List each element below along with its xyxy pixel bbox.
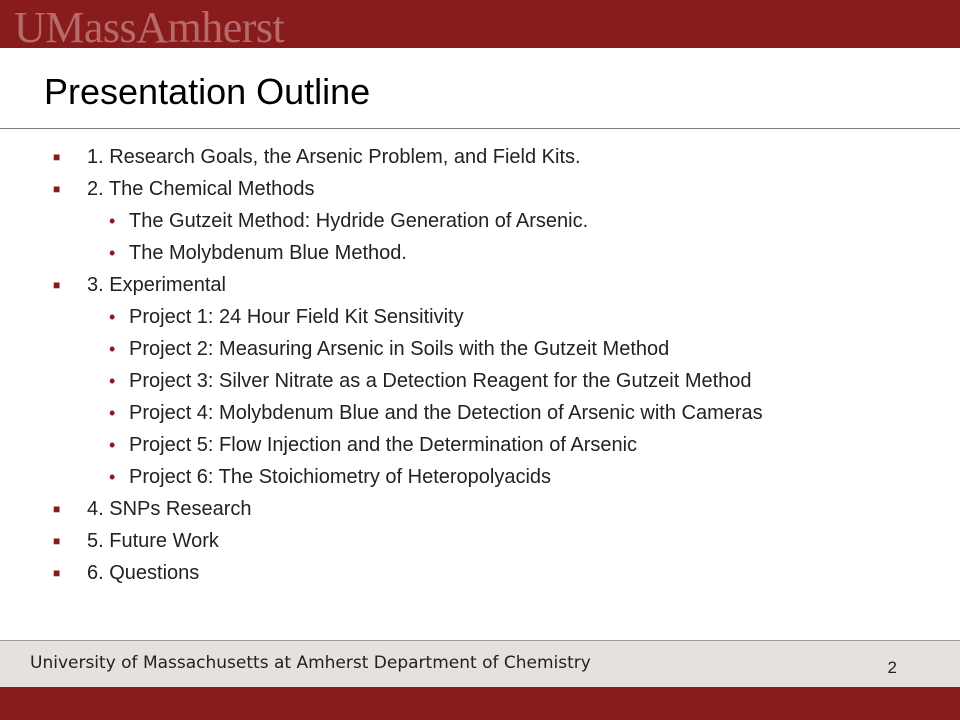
outline-item xyxy=(0,528,960,554)
outline-list xyxy=(0,144,960,592)
outline-item-text: Project 2: Measuring Arsenic in Soils with the Gutzeit Method xyxy=(129,338,670,360)
title-divider xyxy=(0,128,960,129)
square-bullet-icon: ■ xyxy=(53,534,61,548)
outline-item-text: Project 1: 24 Hour Field Kit Sensitivity xyxy=(129,306,464,328)
page-number: 2 xyxy=(887,658,897,677)
outline-subitem xyxy=(0,304,869,330)
square-bullet-icon: ■ xyxy=(53,182,61,196)
outline-subitem xyxy=(0,336,869,362)
outline-item-text: 3. Experimental xyxy=(87,274,226,296)
round-bullet-icon: • xyxy=(109,371,116,391)
outline-subitem xyxy=(0,208,869,234)
round-bullet-icon: • xyxy=(109,339,116,359)
outline-item xyxy=(0,272,960,298)
square-bullet-icon: ■ xyxy=(53,150,61,164)
outline-item xyxy=(0,560,960,586)
square-bullet-icon: ■ xyxy=(53,278,61,292)
round-bullet-icon: • xyxy=(109,467,116,487)
top-banner xyxy=(0,0,960,48)
round-bullet-icon: • xyxy=(109,435,116,455)
outline-subitem xyxy=(0,400,869,426)
logo-rest: Amherst xyxy=(136,3,285,48)
outline-item-text: The Molybdenum Blue Method. xyxy=(129,242,407,264)
slide-title: Presentation Outline xyxy=(44,71,371,112)
round-bullet-icon: • xyxy=(109,403,116,423)
outline-item-text: The Gutzeit Method: Hydride Generation of Arsenic. xyxy=(129,210,589,232)
outline-item-text: 5. Future Work xyxy=(87,530,219,552)
outline-subitem xyxy=(0,368,869,394)
logo-main: UMass xyxy=(14,3,137,48)
round-bullet-icon: • xyxy=(109,307,116,327)
outline-item-text: Project 4: Molybdenum Blue and the Detection of Arsenic with Cameras xyxy=(129,402,763,424)
outline-item-text: Project 5: Flow Injection and the Determination of Arsenic xyxy=(129,434,638,456)
outline-item-text: 4. SNPs Research xyxy=(87,498,252,520)
umass-amherst-logo xyxy=(14,4,284,48)
outline-item xyxy=(0,144,960,170)
outline-item xyxy=(0,496,960,522)
outline-item-text: 6. Questions xyxy=(87,562,200,584)
outline-subitem xyxy=(0,240,869,266)
outline-subitem xyxy=(0,464,869,490)
outline-item-text: Project 6: The Stoichiometry of Heteropolyacids xyxy=(129,466,552,488)
outline-item xyxy=(0,176,960,202)
outline-item-text: Project 3: Silver Nitrate as a Detection Reagent for the Gutzeit Method xyxy=(129,370,752,392)
square-bullet-icon: ■ xyxy=(53,502,61,516)
outline-item-text: 1. Research Goals, the Arsenic Problem, and Field Kits. xyxy=(87,146,581,168)
bottom-banner xyxy=(0,687,960,720)
footer-department-text: University of Massachusetts at Amherst Department of Chemistry xyxy=(30,653,591,673)
square-bullet-icon: ■ xyxy=(53,566,61,580)
round-bullet-icon: • xyxy=(109,243,116,263)
outline-subitem xyxy=(0,432,869,458)
round-bullet-icon: • xyxy=(109,211,116,231)
outline-item-text: 2. The Chemical Methods xyxy=(87,178,315,200)
